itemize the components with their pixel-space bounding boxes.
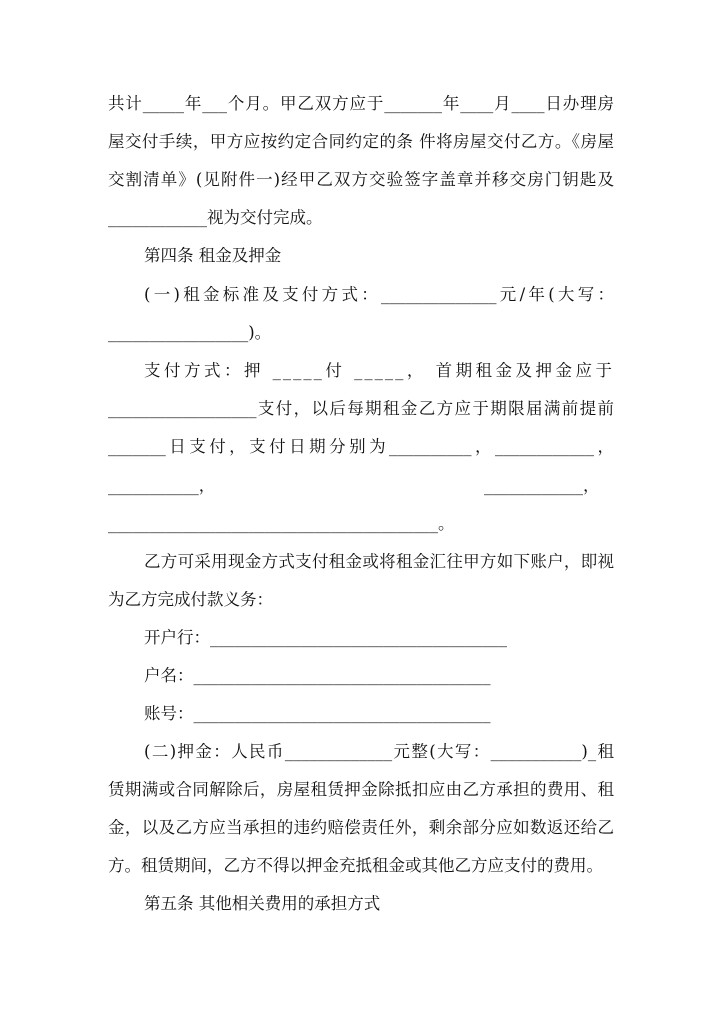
text-line: _________________)。 bbox=[108, 323, 272, 342]
text-line: 共计_____年___个月。甲乙双方应于_______年____月____日办理房 bbox=[108, 94, 614, 113]
text-line: (一)租金标准及支付方式：______________元/年(大写： bbox=[144, 285, 614, 304]
text-line: ____________视为交付完成。 bbox=[108, 208, 323, 227]
section-heading: 第五条 其他相关费用的承担方式 bbox=[144, 894, 381, 913]
text-line: 金，以及乙方应当承担的违约赔偿责任外，剩余部分应如数返还给乙 bbox=[108, 818, 614, 837]
text-line: 交割清单》(见附件一)经甲乙双方交验签字盖章并移交房门钥匙及 bbox=[108, 170, 614, 189]
text-line: _______日支付，支付日期分别为__________，____________， bbox=[108, 437, 614, 456]
text-line: 赁期满或合同解除后，房屋租赁押金除抵扣应由乙方承担的费用、租 bbox=[108, 780, 614, 799]
text-line: 方。租赁期间，乙方不得以押金充抵租金或其他乙方应支付的费用。 bbox=[108, 856, 603, 875]
section-heading: 第四条 租金及押金 bbox=[144, 246, 282, 265]
bank-field: 开户行：____________________________________ bbox=[144, 628, 507, 647]
text-line: 屋交付手续，甲方应按约定合同约定的条 件将房屋交付乙方。《房屋 bbox=[108, 132, 614, 151]
text-line: ________________________________________。 bbox=[108, 514, 455, 533]
account-number-field: 账号：____________________________________ bbox=[144, 704, 491, 723]
text-line: 支付方式：押 _____付 _____， 首期租金及押金应于 bbox=[144, 361, 614, 380]
text-line: 乙方可采用现金方式支付租金或将租金汇往甲方如下账户，即视 bbox=[144, 552, 614, 571]
account-name-field: 户名：____________________________________ bbox=[144, 666, 491, 685]
text-line: ____________， bbox=[484, 476, 600, 495]
text-line: (二)押金：人民币_____________元整(大写：___________)_租 bbox=[144, 742, 614, 761]
text-line: __________________支付，以后每期租金乙方应于期限届满前提前 bbox=[108, 399, 614, 418]
text-line: ___________， bbox=[108, 476, 216, 495]
text-line: 为乙方完成付款义务： bbox=[108, 590, 273, 609]
